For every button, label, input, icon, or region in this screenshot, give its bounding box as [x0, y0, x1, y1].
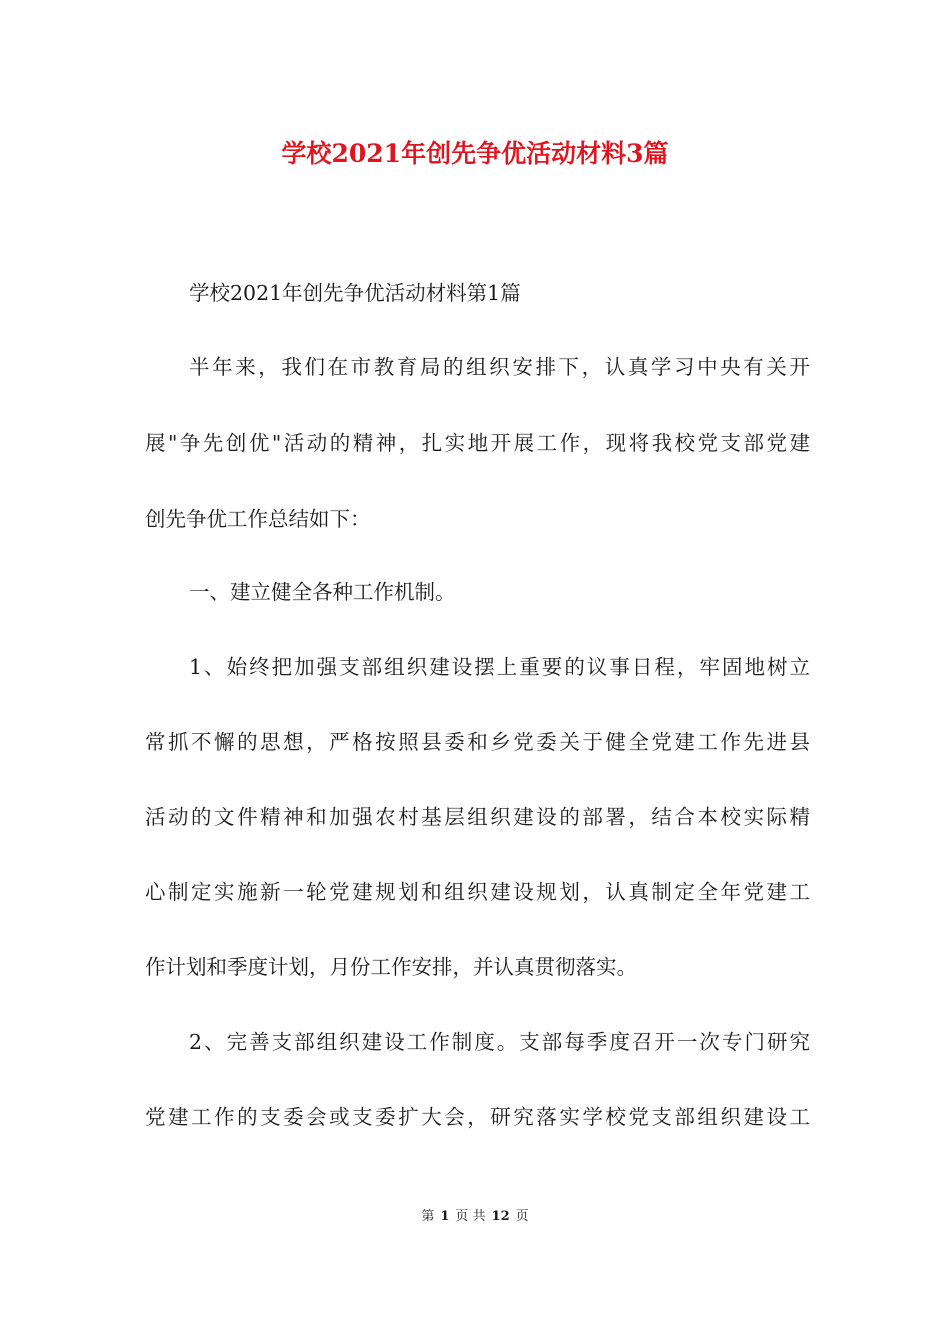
paragraph-line: 党建工作的支委会或支委扩大会，研究落实学校党支部组织建设工: [145, 1105, 810, 1129]
document-title: 学校2021年创先争优活动材料3篇: [281, 139, 669, 168]
paragraph-line: 半年来，我们在市教育局的组织安排下，认真学习中央有关开: [189, 355, 810, 379]
footer-prefix: 第: [421, 1209, 435, 1224]
paragraph-line: 创先争优工作总结如下：: [145, 507, 371, 531]
list-heading: 一、建立健全各种工作机制。: [189, 580, 456, 604]
paragraph-line: 心制定实施新一轮党建规划和组织建设规划，认真制定全年党建工: [145, 880, 810, 904]
paragraph-line: 2、完善支部组织建设工作制度。支部每季度召开一次专门研究: [189, 1030, 810, 1054]
paragraph-line: 1、始终把加强支部组织建设摆上重要的议事日程，牢固地树立: [189, 655, 810, 679]
footer-suffix: 页: [515, 1209, 529, 1224]
footer-total-pages: 12: [491, 1209, 510, 1224]
page-footer: [0, 1208, 950, 1226]
footer-middle: 页 共: [455, 1209, 486, 1224]
paragraph-line: 作计划和季度计划，月份工作安排，并认真贯彻落实。: [145, 955, 637, 979]
paragraph-line: 常抓不懈的思想，严格按照县委和乡党委关于健全党建工作先进县: [145, 730, 810, 754]
paragraph-line: 展"争先创优"活动的精神，扎实地开展工作，现将我校党支部党建: [145, 431, 810, 455]
section-heading: 学校2021年创先争优活动材料第1篇: [189, 281, 521, 305]
footer-page-number: 1: [440, 1209, 450, 1224]
paragraph-line: 活动的文件精神和加强农村基层组织建设的部署，结合本校实际精: [145, 805, 810, 829]
